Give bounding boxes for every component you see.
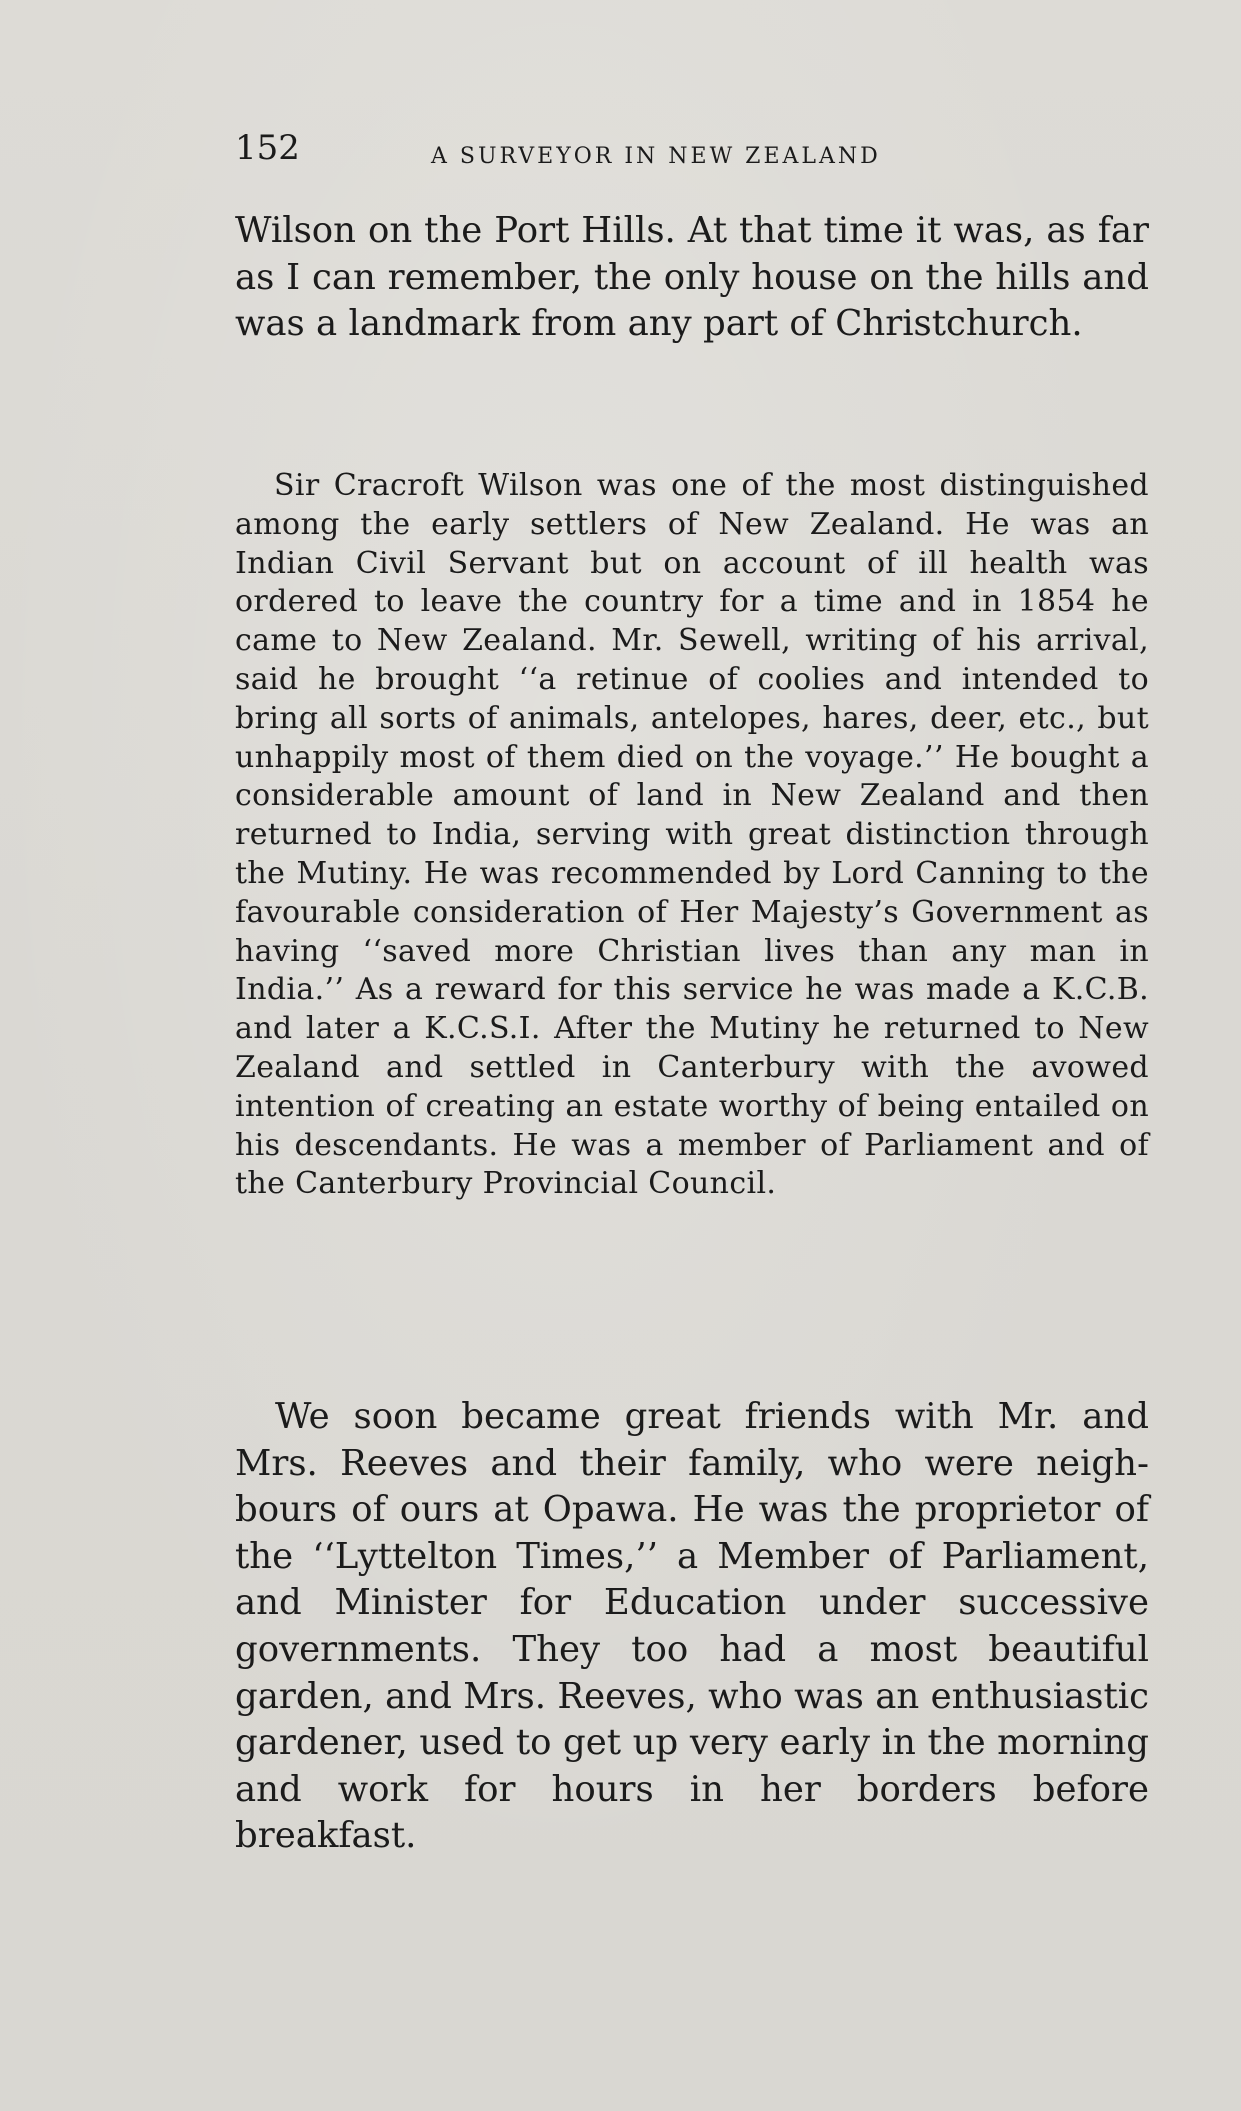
body-paragraph-reeves: We soon became great friends with Mr. and Mrs. Reeves and their family, who were neighbours of ours at Opawa. He was the proprietor of the ‘‘Lyttelton Times,’’ a Member of Parliament, and Minister for Education under successive governments. They too had a most beautiful garden, and Mrs. Reeves, who was an enthusiastic gardener, used to get up very early in the morning and work for hours in her borders before breakfast. (235, 1396, 1149, 1857)
page-number: 152 (235, 128, 300, 168)
running-head: A SURVEYOR IN NEW ZEALAND (431, 144, 881, 169)
body-paragraph-footnote-sized: Sir Cracroft Wilson was one of the most distinguished among the early settlers of New Zealand. He was an Indian Civil Servant but on account of ill health was ordered to leave the country for a time and in 1854 he came to New Zealand. Mr. Sewell, writing of his arrival, said he brought ‘‘a retinue of coolies and intended to bring all sorts of animals, antelopes, hares, deer, etc., but unhappily most of them died on the voyage.’’ He bought a considerable amount of land in New Zealand and then returned to India, serving with great distinction through the Mutiny. He was recommended by Lord Canning to the favourable consideration of Her Majesty’s Government as having ‘‘saved more Christian lives than any man in India.’’ As a reward for this service he was made a K.C.B. and later a K.C.S.I. After the Mutiny he returned to New Zealand and settled in Canterbury with the avowed intention of creating an estate worthy of being entailed on his descendants. He was a member of Parliament and of the Canterbury Provincial Council. (235, 468, 1149, 1202)
page-header (235, 128, 1151, 178)
body-paragraph-continuation: Wilson on the Port Hills. At that time it was, as far as I can remember, the only house on the hills and was a landmark from any part of Christchurch. (235, 210, 1149, 344)
